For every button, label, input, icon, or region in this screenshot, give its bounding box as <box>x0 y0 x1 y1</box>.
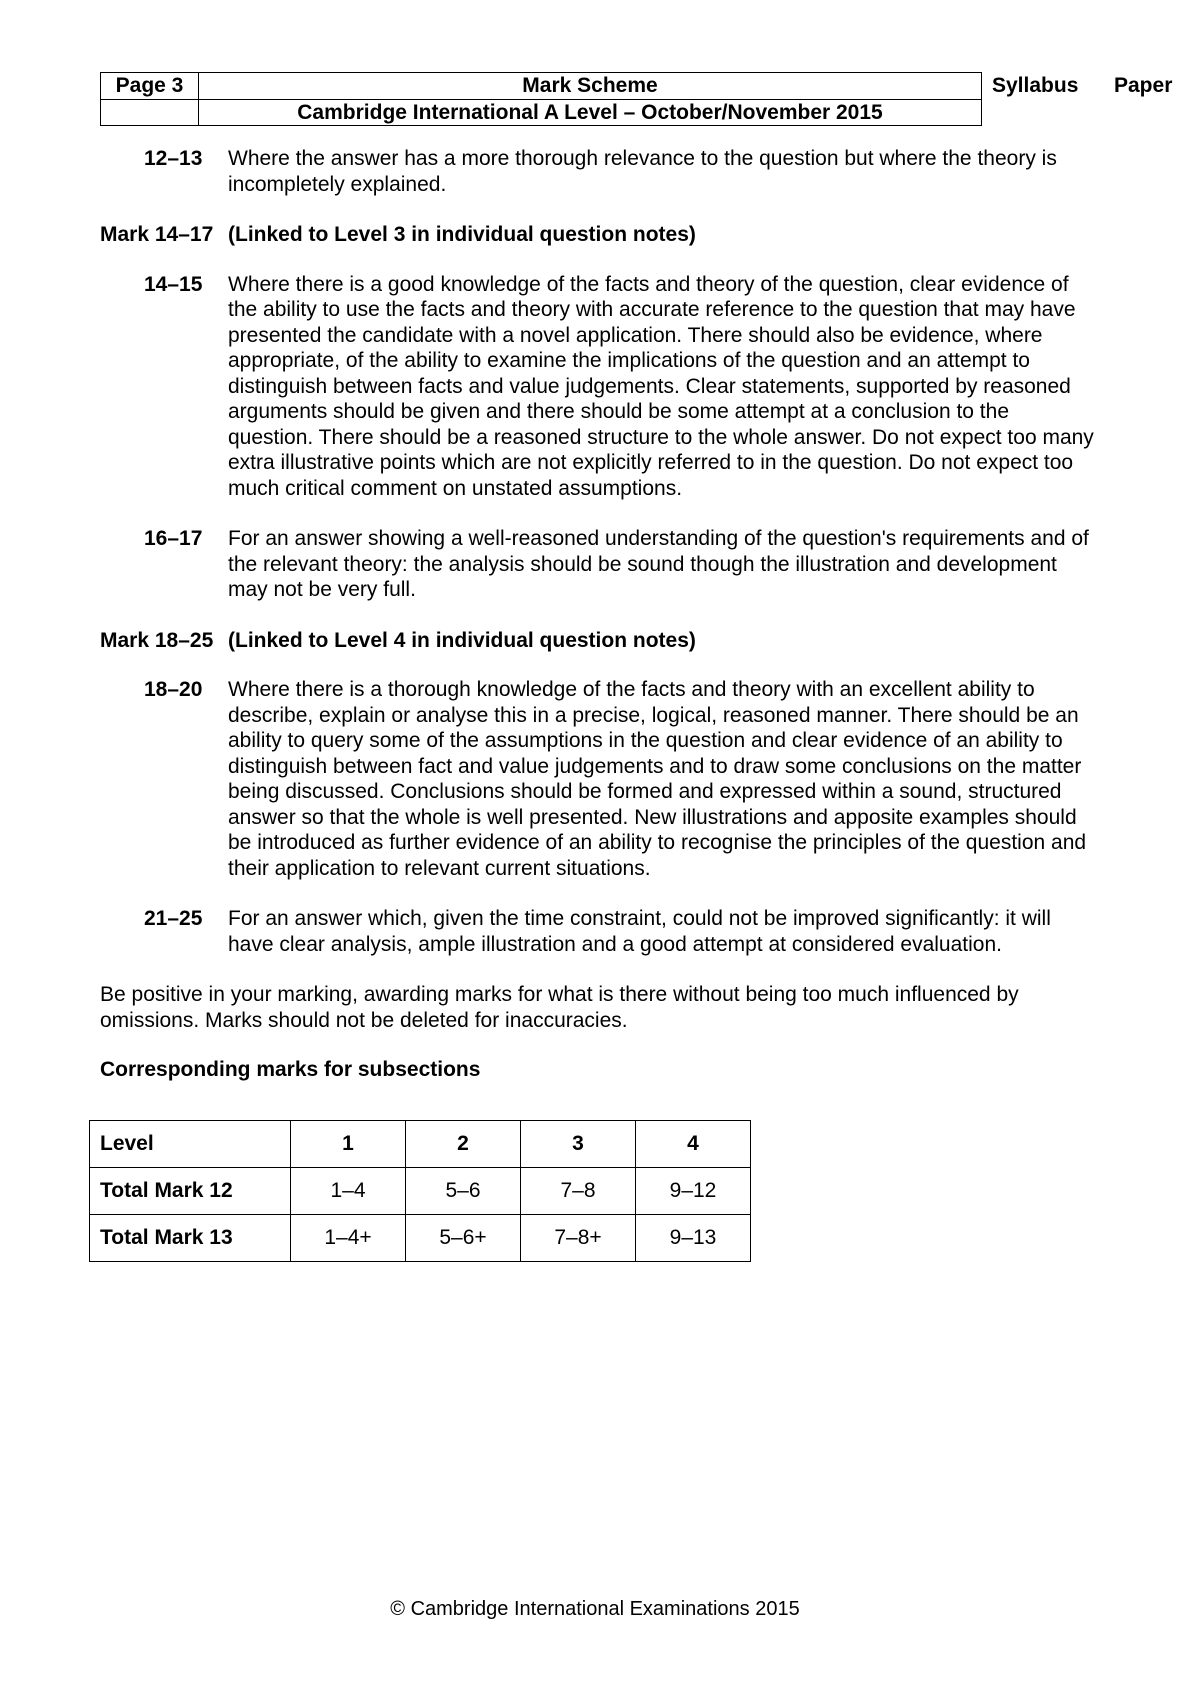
level-3-heading <box>100 222 1100 248</box>
table-header-cell: 3 <box>521 1121 636 1168</box>
level-4-heading <box>100 628 1100 654</box>
level-3-mark-range: Mark 14–17 <box>100 223 214 246</box>
table-header-cell: Level <box>90 1121 291 1168</box>
mark-band-label: 18–20 <box>144 678 203 701</box>
table-header-cell: 1 <box>291 1121 406 1168</box>
page-number-cell <box>100 72 198 126</box>
mark-band-label: 12–13 <box>144 147 203 170</box>
level-4-title: (Linked to Level 4 in individual question notes) <box>228 628 696 652</box>
table-cell: Total Mark 12 <box>90 1168 291 1215</box>
table-cell: 7–8+ <box>521 1215 636 1262</box>
mark-band-21-25 <box>100 906 1100 957</box>
page-number: Page 3 <box>115 74 184 97</box>
document-title: Mark Scheme <box>522 74 658 97</box>
level-4-mark-range: Mark 18–25 <box>100 628 214 652</box>
mark-band-description: Where there is a good knowledge of the facts and theory of the question, clear evidence of the ability to use the facts and theory with accurate reference to the question that may have presented the candidate with a novel application. There should also be evidence, where appropriate, of the ability to examine the implications of the question and an attempt to distinguish between facts and value judgements. Clear statements, supported by reasoned arguments should be given and there should be some attempt at a conclusion to the question. There should be a reasoned structure to the whole answer. Do not expect too many extra illustrative points which are not explicitly referred to in the question. Do not expect too much critical comment on unstated assumptions. <box>228 272 1094 500</box>
table-header-row <box>90 1121 751 1168</box>
paper-label: Paper <box>1114 74 1173 97</box>
table-header-cell: 4 <box>636 1121 751 1168</box>
mark-band-16-17 <box>100 526 1100 603</box>
table-cell: 9–13 <box>636 1215 751 1262</box>
table-cell: 9–12 <box>636 1168 751 1215</box>
copyright-footer: © Cambridge International Examinations 2015 <box>390 1598 800 1620</box>
table-row <box>90 1168 751 1215</box>
marking-guidance: Be positive in your marking, awarding marks for what is there without being too much influenced by omissions. Marks should not be deleted for inaccuracies. <box>100 983 1019 1032</box>
mark-band-description: Where the answer has a more thorough relevance to the question but where the theory is incompletely explained. <box>228 147 1057 196</box>
table-header-cell: 2 <box>406 1121 521 1168</box>
mark-band-label: 14–15 <box>144 272 203 296</box>
mark-band-14-15 <box>100 272 1100 502</box>
table-cell: 1–4 <box>291 1168 406 1215</box>
header-title-cell <box>198 72 982 126</box>
table-cell: Total Mark 13 <box>90 1215 291 1262</box>
document-body <box>100 146 1100 1107</box>
table-cell: 7–8 <box>521 1168 636 1215</box>
level-3-title: (Linked to Level 3 in individual question notes) <box>228 223 696 246</box>
mark-band-description: For an answer showing a well-reasoned understanding of the question's requirements and of the relevant theory: the analysis should be sound though the illustration and development may not be very full. <box>228 527 1089 601</box>
mark-band-label: 21–25 <box>144 907 203 930</box>
mark-band-18-20 <box>100 677 1100 881</box>
mark-band-12-13 <box>100 146 1100 197</box>
mark-band-description: Where there is a thorough knowledge of the facts and theory with an excellent ability to describe, explain or analyse this in a precise, logical, reasoned manner. There should be an ability to query some of the assumptions in the question and clear evidence of an ability to distinguish between fact and value judgements and to draw some conclusions on the matter being discussed. Conclusions should be formed and expressed within a sound, structured answer so that the whole is well presented. New illustrations and apposite examples should be introduced as further evidence of an ability to recognise the principles of the question and their application to relevant current situations. <box>228 678 1087 880</box>
table-cell: 5–6 <box>406 1168 521 1215</box>
table-cell: 5–6+ <box>406 1215 521 1262</box>
page-header <box>100 72 1173 126</box>
mark-band-description: For an answer which, given the time constraint, could not be improved significantly: it will have clear analysis, ample illustration and a good attempt at considered evaluation. <box>228 907 1051 956</box>
table-cell: 1–4+ <box>291 1215 406 1262</box>
table-row <box>90 1215 751 1262</box>
syllabus-label: Syllabus <box>992 74 1079 97</box>
subsection-marks-table <box>89 1120 751 1262</box>
document-subtitle: Cambridge International A Level – October/November 2015 <box>297 100 883 124</box>
mark-band-label: 16–17 <box>144 527 203 550</box>
table-heading: Corresponding marks for subsections <box>100 1058 481 1081</box>
